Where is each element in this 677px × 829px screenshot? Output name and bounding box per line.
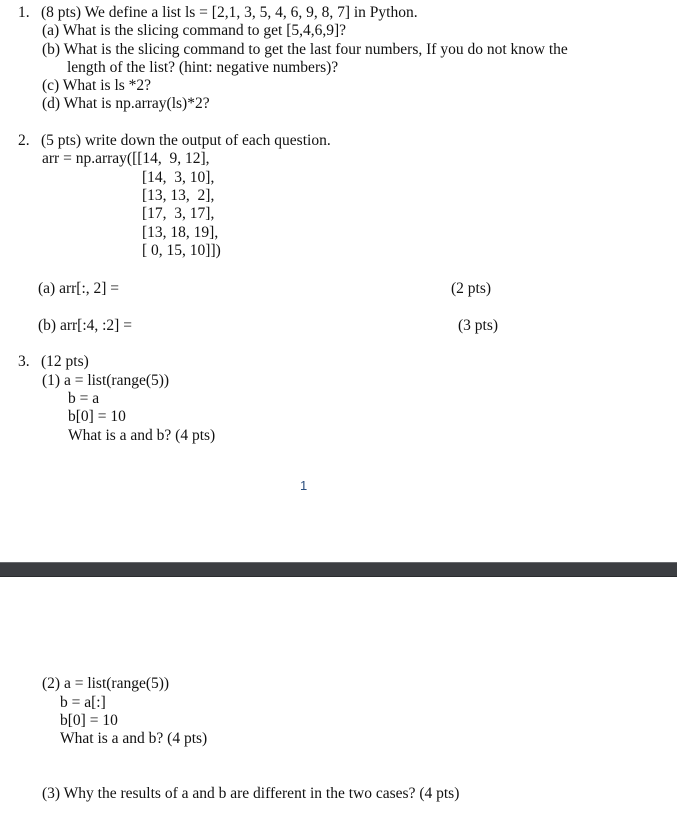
- q3-title: (12 pts): [41, 353, 89, 370]
- q3-number: 3.: [18, 353, 30, 370]
- q2-array-line: arr = np.array([[14, 9, 12],: [42, 150, 210, 167]
- q3-part1-line4: What is a and b? (4 pts): [68, 427, 216, 444]
- q1-part-b-line2: length of the list? (hint: negative numbers)?: [67, 59, 339, 76]
- q3-part1-line3: b[0] = 10: [68, 408, 126, 425]
- q2-part-a: (a) arr[:, 2] =: [38, 280, 120, 297]
- q2-number: 2.: [18, 132, 30, 149]
- q2-part-b-points: (3 pts): [458, 317, 499, 334]
- page-separator: [0, 562, 677, 577]
- q3-part2-line3: b[0] = 10: [60, 712, 118, 729]
- page-number: 1: [300, 478, 308, 493]
- q1-part-a: (a) What is the slicing command to get [5,4,6,9]?: [42, 22, 347, 39]
- q2-part-a-points: (2 pts): [451, 280, 492, 297]
- q2-array-row: [13, 13, 2],: [142, 187, 215, 204]
- q1-title: (8 pts) We define a list ls = [2,1, 3, 5, 4, 6, 9, 8, 7] in Python.: [41, 4, 418, 21]
- q3-part2-line2: b = a[:]: [60, 694, 106, 711]
- q3-part2-line4: What is a and b? (4 pts): [60, 730, 208, 747]
- q2-part-b: (b) arr[:4, :2] =: [38, 317, 132, 334]
- q1-part-c: (c) What is ls *2?: [42, 77, 152, 94]
- q3-part3: (3) Why the results of a and b are different in the two cases? (4 pts): [42, 785, 460, 802]
- q2-array-row: [14, 3, 10],: [142, 169, 215, 186]
- q3-part1-line2: b = a: [68, 390, 100, 407]
- q1-number: 1.: [18, 4, 30, 21]
- q1-part-b-line1: (b) What is the slicing command to get the last four numbers, If you do not know the: [42, 41, 568, 58]
- q1-part-d: (d) What is np.array(ls)*2?: [42, 95, 210, 112]
- q2-title: (5 pts) write down the output of each question.: [41, 132, 331, 149]
- q2-array-row: [17, 3, 17],: [142, 205, 215, 222]
- document-page-2: [0, 577, 677, 829]
- q2-array-row: [ 0, 15, 10]]): [142, 242, 221, 259]
- q3-part1-line1: (1) a = list(range(5)): [42, 372, 170, 389]
- q2-array-row: [13, 18, 19],: [142, 224, 219, 241]
- q3-part2-line1: (2) a = list(range(5)): [42, 675, 170, 692]
